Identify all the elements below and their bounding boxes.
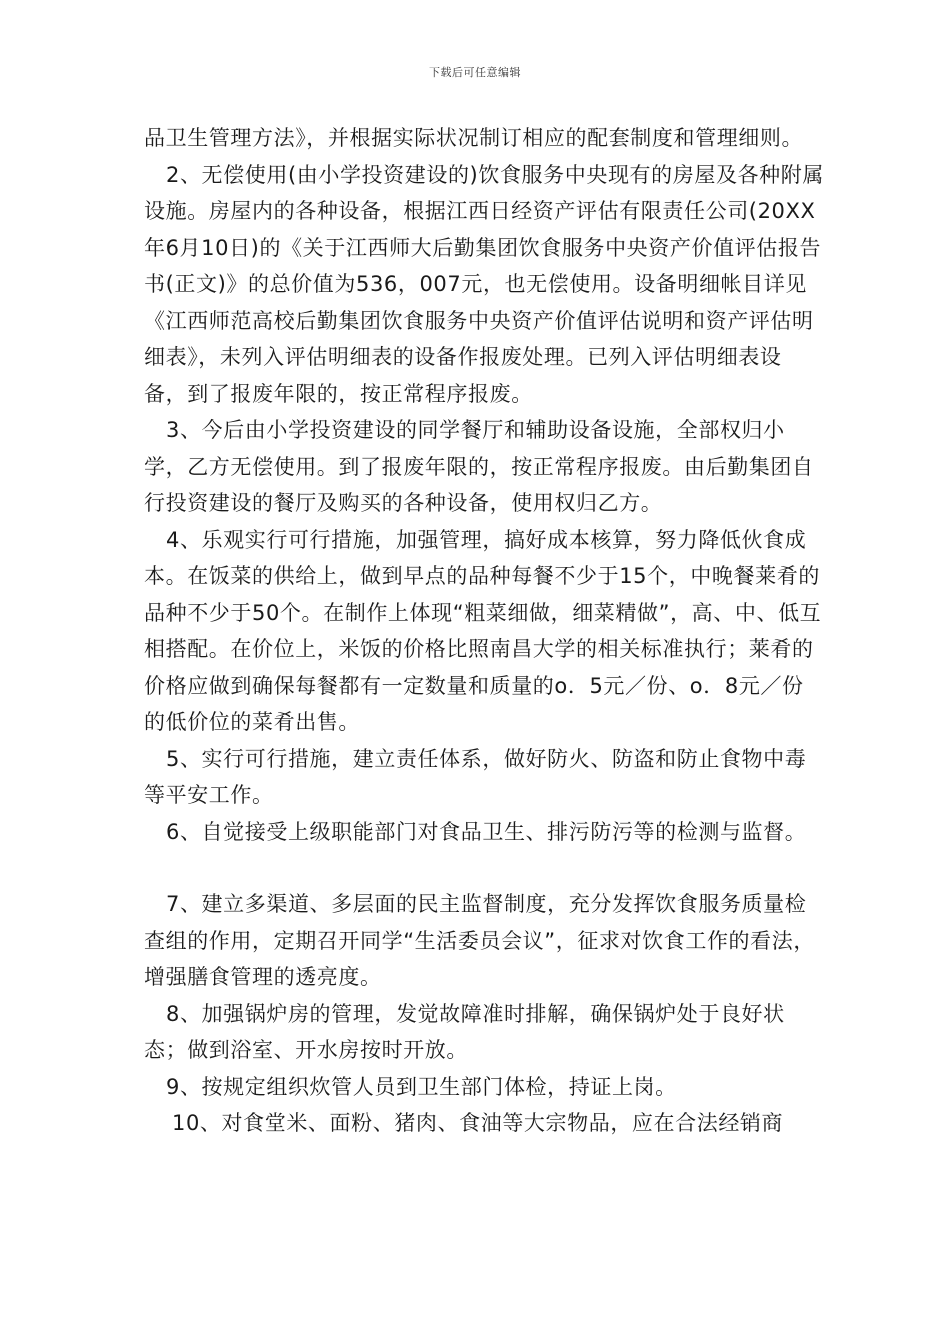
paragraph-item-4: 4、乐观实行可行措施，加强管理，搞好成本核算，努力降低伙食成本。在饭菜的供给上，做到早点的品种每餐不少于15个，中晚餐莱肴的品种不少于50个。在制作上体现“粗菜细做，细菜精做”，高、中、低互相搭配。在价位上，米饭的价格比照南昌大学的相关标准执行；莱肴的价格应做到确保每餐都有一定数量和质量的o．5元／份、o．8元／份的低价位的菜肴出售。 (144, 527, 822, 734)
paragraph-item-6: 6、自觉接受上级职能部门对食品卫生、排污防污等的检测与监督。 (166, 819, 807, 844)
paragraph-item-9: 9、按规定组织炊管人员到卫生部门体检，持证上岗。 (166, 1074, 677, 1099)
paragraph-item-3: 3、今后由小学投资建设的同学餐厅和辅助设备设施，全部权归小学，乙方无偿使用。到了报废年限的，按正常程序报废。由后勤集团自行投资建设的餐厅及购买的各种设备，使用权归乙方。 (144, 418, 814, 515)
paragraph-continuation: 品卫生管理方法》，并根据实际状况制订相应的配套制度和管理细则。 (144, 126, 804, 150)
paragraph-item-7: 7、建立多渠道、多层面的民主监督制度，充分发挥饮食服务质量检查组的作用，定期召开同学“生活委员会议”，征求对饮食工作的看法，增强膳食管理的透亮度。 (144, 892, 815, 989)
paragraph-item-5: 5、实行可行措施，建立责任体系，做好防火、防盗和防止食物中毒等平安工作。 (144, 746, 807, 807)
document-body (144, 120, 824, 1142)
paragraph-item-10: 10、对食堂米、面粉、猪肉、食油等大宗物品，应在合法经销商 (172, 1111, 784, 1135)
paragraph-item-8: 8、加强锅炉房的管理，发觉故障准时排解，确保锅炉处于良好状态；做到浴室、开水房按时开放。 (144, 1001, 785, 1062)
paragraph-spacer (144, 850, 824, 886)
paragraph-item-2: 2、无偿使用(由小学投资建设的)饮食服务中央现有的房屋及各种附属设施。房屋内的各种设备，根据江西日经资产评估有限责任公司(20XX年6月10日)的《关于江西师大后勤集团饮食服务中央资产价值评估报告书(正文)》的总价值为536，007元，也无偿使用。设备明细帐目详见《江西师范高校后勤集团饮食服务中央资产价值评估说明和资产评估明细表》，未列入评估明细表的设备作报废处理。已列入评估明细表设备，到了报废年限的，按正常程序报废。 (144, 162, 824, 406)
page-header-note: 下载后可任意编辑 (429, 66, 521, 79)
